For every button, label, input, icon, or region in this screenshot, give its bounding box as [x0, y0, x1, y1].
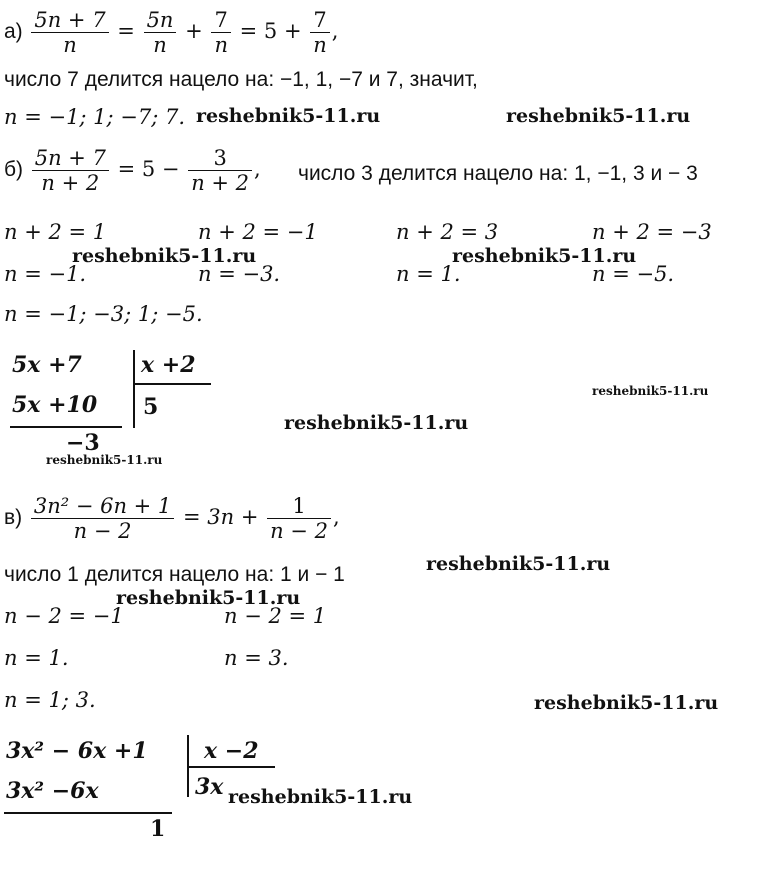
part-a-answer: n = −1; 1; −7; 7.: [4, 105, 186, 129]
divisor: x −2: [204, 738, 259, 764]
solution: n = 3.: [224, 646, 289, 670]
equation: n + 2 = 3: [396, 220, 499, 244]
fraction: $\frac{3}{n + 2}$: [188, 146, 252, 195]
equation: n − 2 = −1: [4, 604, 124, 628]
solution: n = −5.: [592, 262, 675, 286]
equation: n + 2 = −3: [592, 220, 712, 244]
part-a-label: а): [4, 20, 23, 44]
watermark: reshebnik5-11.ru: [452, 245, 637, 267]
division-bar: [133, 350, 135, 428]
watermark: reshebnik5-11.ru: [72, 245, 257, 267]
fraction: $\frac{\text{3n² − 6n + 1}}{n - 2}$: [31, 494, 174, 543]
part-b-divisors-text: число 3 делится нацело на: 1, −1, 3 и − 3: [298, 162, 698, 185]
equation: n + 2 = −1: [198, 220, 318, 244]
fraction: $\frac{7}{n}$: [310, 8, 330, 57]
solution: n = 1.: [396, 262, 461, 286]
watermark: reshebnik5-11.ru: [534, 692, 719, 714]
division-line: [10, 426, 122, 428]
remainder: 1: [150, 816, 166, 842]
watermark: reshebnik5-11.ru: [592, 384, 709, 398]
division-bar: [133, 383, 211, 385]
fraction: $\frac{5n}{n}$: [144, 8, 177, 57]
watermark: reshebnik5-11.ru: [116, 587, 301, 609]
quotient: 5: [143, 394, 159, 420]
divisor: x +2: [141, 352, 196, 378]
part-a-divisors-text: число 7 делится нацело на: −1, 1, −7 и 7, значит,: [4, 68, 478, 91]
part-c-label: в): [4, 506, 23, 530]
watermark: reshebnik5-11.ru: [196, 105, 381, 127]
fraction: $\frac{5n + 7}{n}$: [31, 8, 108, 57]
remainder: −3: [66, 430, 100, 456]
part-a-equation: а) $\frac{5n + 7}{n}$ = $\frac{5n}{n}$ + $\frac{7}{n}$ = 5 + $\frac{7}{n}$ ,: [4, 8, 339, 58]
part-b-label: б): [4, 158, 24, 182]
part-c-divisors-text: число 1 делится нацело на: 1 и − 1: [4, 563, 345, 586]
watermark: reshebnik5-11.ru: [46, 453, 163, 467]
fraction: $\frac{1}{n - 2}$: [267, 494, 331, 543]
part-c-equation: в) $\frac{\text{3n² − 6n + 1}}{n - 2}$ = 3n + $\frac{1}{n - 2}$ ,: [4, 494, 340, 544]
equation: n − 2 = 1: [224, 604, 327, 628]
part-b-equation: б) $\frac{5n + 7}{n + 2}$ = 5 − $\frac{3}{n + 2}$ ,: [4, 146, 261, 196]
solution: n = −1.: [4, 262, 87, 286]
fraction: $\frac{7}{n}$: [211, 8, 231, 57]
watermark: reshebnik5-11.ru: [426, 553, 611, 575]
dividend: 5x +7: [12, 352, 82, 378]
fraction: $\frac{5n + 7}{n + 2}$: [32, 146, 109, 195]
part-b-answer: n = −1; −3; 1; −5.: [4, 302, 203, 326]
solution: n = −3.: [198, 262, 281, 286]
solution: n = 1.: [4, 646, 69, 670]
subtrahend: 5x +10: [12, 392, 98, 418]
watermark: reshebnik5-11.ru: [506, 105, 691, 127]
subtrahend: 3x² −6x: [6, 778, 99, 804]
part-c-answer: n = 1; 3.: [4, 688, 96, 712]
watermark: reshebnik5-11.ru: [228, 786, 413, 808]
equation: n + 2 = 1: [4, 220, 107, 244]
dividend: 3x² − 6x +1: [6, 738, 148, 764]
watermark: reshebnik5-11.ru: [284, 412, 469, 434]
division-line: [4, 812, 172, 814]
division-bar: [187, 766, 275, 768]
quotient: 3x: [195, 774, 224, 800]
